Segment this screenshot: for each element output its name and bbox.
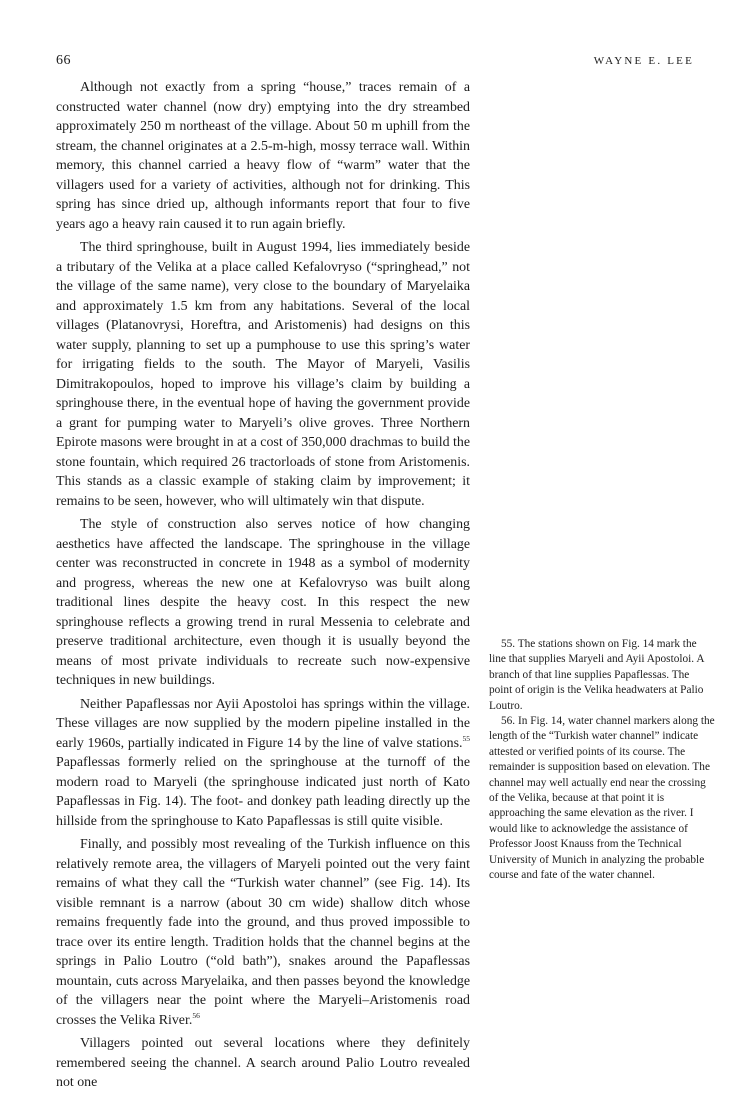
main-text-column: [56, 78, 470, 1097]
footnote-number: 55.: [501, 638, 516, 650]
footnote-56: [489, 714, 715, 883]
paragraph-2: The third springhouse, built in August 1994, lies immediately beside a tributary of the Velika at a place called Kefalovryso (“springhead,” not the village of the same name), very close to the boundary of Maryelaika and approximately 1.5 km from any habitations. Several of the local villages (Platanovrysi, Horeftra, and Aristomenis) had designs on this water supply, planning to set up a pumphouse to use this spring’s water for irrigating fields to the south. The Mayor of Maryeli, Vasilis Dimitrakopoulos, hoped to improve his village’s claim by building a springhouse there, in the eventual hope of having the government provide a grant for pumping water to Maryeli’s olive groves. Three Northern Epirote masons were brought in at a cost of 350,000 drachmas to build the stone fountain, which required 26 tractorloads of stone from Aristomenis. This stands as a classic example of staking claim by improvement; it remains to be seen, however, who will ultimately win that dispute.: [56, 240, 470, 509]
footnote-text: The stations shown on Fig. 14 mark the line that supplies Maryeli and Ayii Apostoloi. A branch of that line supplies Papaflessas. The point of origin is the Velika headwaters at Palio Loutro.: [489, 638, 704, 712]
running-head: WAYNE E. LEE: [593, 55, 694, 67]
footnote-text: In Fig. 14, water channel markers along the length of the “Turkish water channel” indicate attested or verified points of its course. The remainder is supposition based on elevation. The channel may well actually end near the crossing of the Velika, because at that point it is approaching the same elevation as the river. I would like to acknowledge the assistance of Professor Joost Knauss from the Technical University of Munich in analyzing the probable course and fate of the water channel.: [489, 715, 715, 882]
footnote-number: 56.: [501, 715, 516, 728]
paragraph-4-text-b: Papaflessas formerly relied on the springhouse at the turnoff of the modern road to Maryeli (the springhouse indicated just north of Kato Papaflessas in Fig. 14). The foot- and donkey path leading directly up the hillside from the springhouse to Kato Papaflessas is still quite visible.: [56, 755, 470, 829]
footnotes-column: [489, 637, 715, 884]
footnote-ref-56[interactable]: 56: [192, 1010, 200, 1020]
paragraph-5: [56, 835, 470, 1030]
page-number: 66: [56, 53, 71, 68]
paragraph-3: The style of construction also serves notice of how changing aesthetics have affected the landscape. The springhouse in the village center was reconstructed in concrete in 1948 as a symbol of modernity and progress, whereas the new one at Kefalovryso was built along traditional lines despite the heavy cost. In this respect the new springhouse reflects a growing trend in rural Messenia to celebrate and preserve traditional architecture, even though it is usually beyond the means of most private individuals to recreate such now-expensive techniques in new buildings.: [56, 517, 470, 688]
paragraph-4-text-a: Neither Papaflessas nor Ayii Apostoloi has springs within the village. These villages are now supplied by the modern pipeline installed in the early 1960s, partially indicated in Figure 14 by the line of valve stations.: [56, 696, 470, 751]
paragraph-1: Although not exactly from a spring “house,” traces remain of a constructed water channel (now dry) emptying into the dry streambed approximately 250 m northeast of the village. About 50 m uphill from the stream, the channel originates at a 2.5-m-high, mossy terrace wall. Within memory, this channel carried a heavy flow of “warm” water that the villagers used for a variety of activities, although not for drinking. This spring has since dried up, although informants report that four to five years ago a heavy rain caused it to run again briefly.: [56, 80, 470, 232]
paragraph-5-text-a: Finally, and possibly most revealing of the Turkish influence on this relatively remote area, the villagers of Maryeli pointed out the very faint remains of what they call the “Turkish water channel” (see Fig. 14). Its visible remnant is a narrow (about 30 cm wide) shallow ditch whose remains frequently fade into the ground, and thus proved impossible to trace over its entire length. Tradition holds that the channel begins at the springs in Palio Loutro (“old bath”), snakes around the Papaflessas mountain, cuts across Maryelaika, and then passes beyond the knowledge of the villagers near the point where the Maryeli–Aristomenis road crosses the Velika River.: [56, 837, 470, 1028]
paragraph-4: [56, 695, 470, 832]
paragraph-6: Villagers pointed out several locations where they definitely remembered seeing the channel. A search around Palio Loutro revealed not one: [56, 1036, 470, 1090]
footnote-55: [489, 637, 715, 714]
footnote-ref-55[interactable]: 55: [462, 733, 470, 743]
